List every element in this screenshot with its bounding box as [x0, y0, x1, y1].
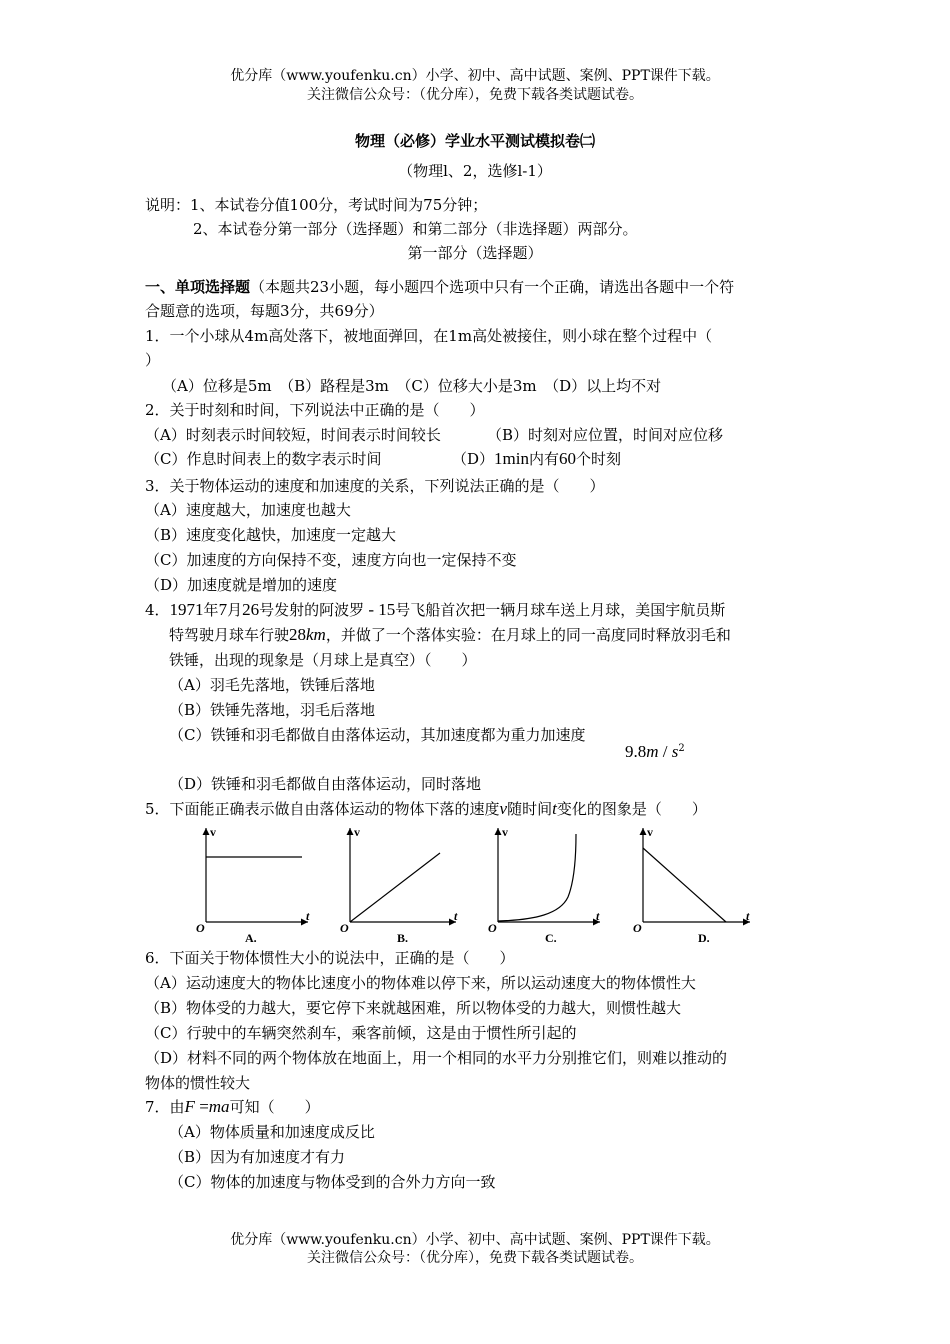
part1-title: 第一部分（选择题） — [407, 244, 543, 262]
q2-d-suffix: 个时刻 — [576, 450, 622, 468]
q5-text-1: 5．下面能正确表示做自由落体运动的物体下落的速度 — [145, 800, 500, 818]
graph-a-v-label: v — [210, 825, 216, 839]
q7-option-c: （C）物体的加速度与物体受到的合外力方向一致 — [169, 1173, 496, 1191]
q1-options: （A）位移是5m （B）路程是3m （C）位移大小是3m （D）以上均不对 — [162, 377, 662, 395]
q2-d-math-1: 1min — [494, 449, 529, 468]
q4-gravity-value — [625, 738, 685, 763]
q7-option-b: （B）因为有加速度才有力 — [169, 1148, 346, 1166]
g-unit-m: m — [646, 742, 659, 761]
q6-option-a: （A）运动速度大的物体比速度小的物体难以停下来，所以运动速度大的物体惯性大 — [145, 974, 696, 992]
q4-day: 26 — [242, 600, 260, 619]
q3-stem: 3．关于物体运动的速度和加速度的关系，下列说法正确的是（ ） — [145, 477, 605, 495]
q5-velocity-symbol: v — [499, 799, 508, 818]
q4-text-6: ，并做了一个落体实验：在月球上的同一高度同时释放羽毛和 — [325, 626, 731, 644]
note-line-1: 说明：1、本试卷分值100分，考试时间为75分钟； — [145, 196, 488, 214]
footer-line-2: 关注微信公众号：（优分库），免费下载各类试题试卷。 — [307, 1250, 643, 1266]
graph-b-t-label: t — [454, 909, 458, 923]
q7-equals: = — [194, 1097, 209, 1116]
graph-c-curve — [498, 834, 576, 921]
graph-a — [196, 825, 310, 945]
q4-text-5: 特驾驶月球车行驶 — [169, 626, 290, 644]
q5-text-3: 变化的图象是（ ） — [556, 800, 707, 818]
footer-line-1: 优分库（www.youfenku.cn）小学、初中、高中试题、案例、PPT课件下载。 — [230, 1232, 720, 1248]
graph-d-label: D. — [698, 931, 710, 945]
q6-option-c: （C）行驶中的车辆突然刹车，乘客前倾，这是由于惯性所引起的 — [145, 1024, 577, 1042]
q4-text-4: 号飞船首次把一辆月球车送上月球，美国宇航员斯 — [395, 601, 726, 619]
graph-d-t-label: t — [746, 909, 750, 923]
q4-number: 4． — [145, 601, 170, 619]
q4-text-3: 号发射的阿波罗 — [259, 601, 365, 619]
graph-b-label: B. — [397, 931, 409, 945]
graph-d-origin: O — [633, 921, 642, 935]
graph-a-label: A. — [245, 931, 257, 945]
q1-stem: 1．一个小球从4m高处落下，被地面弹回，在1m高处被接住，则小球在整个过程中（ — [145, 327, 713, 345]
q3-option-a: （A）速度越大，加速度也越大 — [145, 501, 351, 519]
graph-c-label: C. — [545, 931, 557, 945]
g-unit-s: s — [671, 742, 679, 761]
q2-option-d — [452, 448, 621, 470]
header-line-2: 关注微信公众号：（优分库），免费下载各类试题试卷。 — [307, 87, 643, 103]
q3-option-b: （B）速度变化越快，加速度一定越大 — [145, 526, 397, 544]
q7-text-1: 7．由 — [145, 1098, 185, 1116]
section1-title: 一、单项选择题 — [145, 278, 251, 296]
page-subtitle: （物理l、2，选修l-1） — [398, 162, 552, 180]
q2-option-b: （B）时刻对应位置，时间对应位移 — [487, 426, 724, 444]
graph-b-line — [350, 853, 440, 922]
q3-option-c: （C）加速度的方向保持不变，速度方向也一定保持不变 — [145, 551, 517, 569]
graph-d-line — [643, 848, 726, 922]
q4-text-1: 年 — [203, 601, 219, 619]
q4-apollo-number: - 15 — [364, 600, 396, 619]
g-number: 9.8 — [625, 742, 647, 761]
q1-stem-end: ） — [145, 351, 161, 369]
q4-unit: km — [306, 625, 326, 644]
q7-text-2: 可知（ ） — [229, 1098, 320, 1116]
graph-c-origin: O — [488, 921, 497, 935]
q4-option-d: （D）铁锤和羽毛都做自由落体运动，同时落地 — [169, 775, 482, 793]
q7-stem — [145, 1096, 320, 1118]
q5-graphs — [190, 822, 770, 952]
g-slash: / — [658, 742, 672, 761]
graph-d — [633, 825, 750, 945]
graph-c-t-label: t — [596, 909, 600, 923]
q4-stem-1 — [145, 599, 725, 621]
q4-stem-2 — [169, 624, 731, 646]
q2-option-c: （C）作息时间表上的数字表示时间 — [145, 450, 382, 468]
q6-option-b: （B）物体受的力越大，要它停下来就越困难，所以物体受的力越大，则惯性越大 — [145, 999, 682, 1017]
graph-b-origin: O — [340, 921, 349, 935]
q2-d-mid: 内有 — [528, 450, 559, 468]
graph-c-v-label: v — [502, 825, 508, 839]
section1-desc: （本题共23小题，每小题四个选项中只有一个正确，请选出各题中一个符 — [250, 278, 735, 296]
q4-text-2: 月 — [227, 601, 243, 619]
page-title: 物理（必修）学业水平测试模拟卷㈡ — [354, 132, 595, 150]
q4-stem-3: 铁锤，出现的现象是（月球上是真空）（ ） — [169, 651, 477, 669]
q7-ma-symbol: ma — [208, 1097, 230, 1116]
section1-heading — [145, 276, 734, 298]
q4-option-a: （A）羽毛先落地，铁锤后落地 — [169, 676, 375, 694]
graph-b-v-label: v — [354, 825, 360, 839]
q7-option-a: （A）物体质量和加速度成反比 — [169, 1123, 375, 1141]
q6-stem: 6．下面关于物体惯性大小的说法中，正确的是（ ） — [145, 949, 515, 967]
g-exponent: 2 — [678, 743, 685, 754]
q2-d-prefix: （D） — [452, 450, 495, 468]
q5-time-symbol: t — [552, 799, 557, 818]
section1-desc-2: 合题意的选项，每题3分，共69分） — [145, 302, 384, 320]
q7-force-symbol: F — [184, 1097, 195, 1116]
graph-d-v-label: v — [647, 825, 653, 839]
q4-year: 1971 — [169, 600, 204, 619]
q6-option-d-cont: 物体的惯性较大 — [145, 1074, 251, 1092]
note-line-2: 2、本试卷分第一部分（选择题）和第二部分（非选择题）两部分。 — [193, 220, 638, 238]
q2-stem: 2．关于时刻和时间，下列说法中正确的是（ ） — [145, 401, 485, 419]
graph-c — [488, 825, 600, 945]
q4-month: 7 — [218, 600, 228, 619]
q2-option-a: （A）时刻表示时间较短，时间表示时间较长 — [145, 426, 441, 444]
graph-a-t-label: t — [306, 909, 310, 923]
q4-distance: 28 — [289, 625, 307, 644]
graph-b — [340, 825, 458, 945]
q4-option-c: （C）铁锤和羽毛都做自由落体运动，其加速度都为重力加速度 — [169, 726, 586, 744]
q5-stem — [145, 798, 707, 820]
q6-option-d: （D）材料不同的两个物体放在地面上，用一个相同的水平力分别推它们，则难以推动的 — [145, 1049, 728, 1067]
q2-d-math-2: 60 — [559, 449, 576, 468]
q5-text-2: 随时间 — [507, 800, 553, 818]
q3-option-d: （D）加速度就是增加的速度 — [145, 576, 338, 594]
q4-option-b: （B）铁锤先落地，羽毛后落地 — [169, 701, 376, 719]
header-line-1: 优分库（www.youfenku.cn）小学、初中、高中试题、案例、PPT课件下载。 — [230, 68, 720, 84]
graph-a-origin: O — [196, 921, 205, 935]
